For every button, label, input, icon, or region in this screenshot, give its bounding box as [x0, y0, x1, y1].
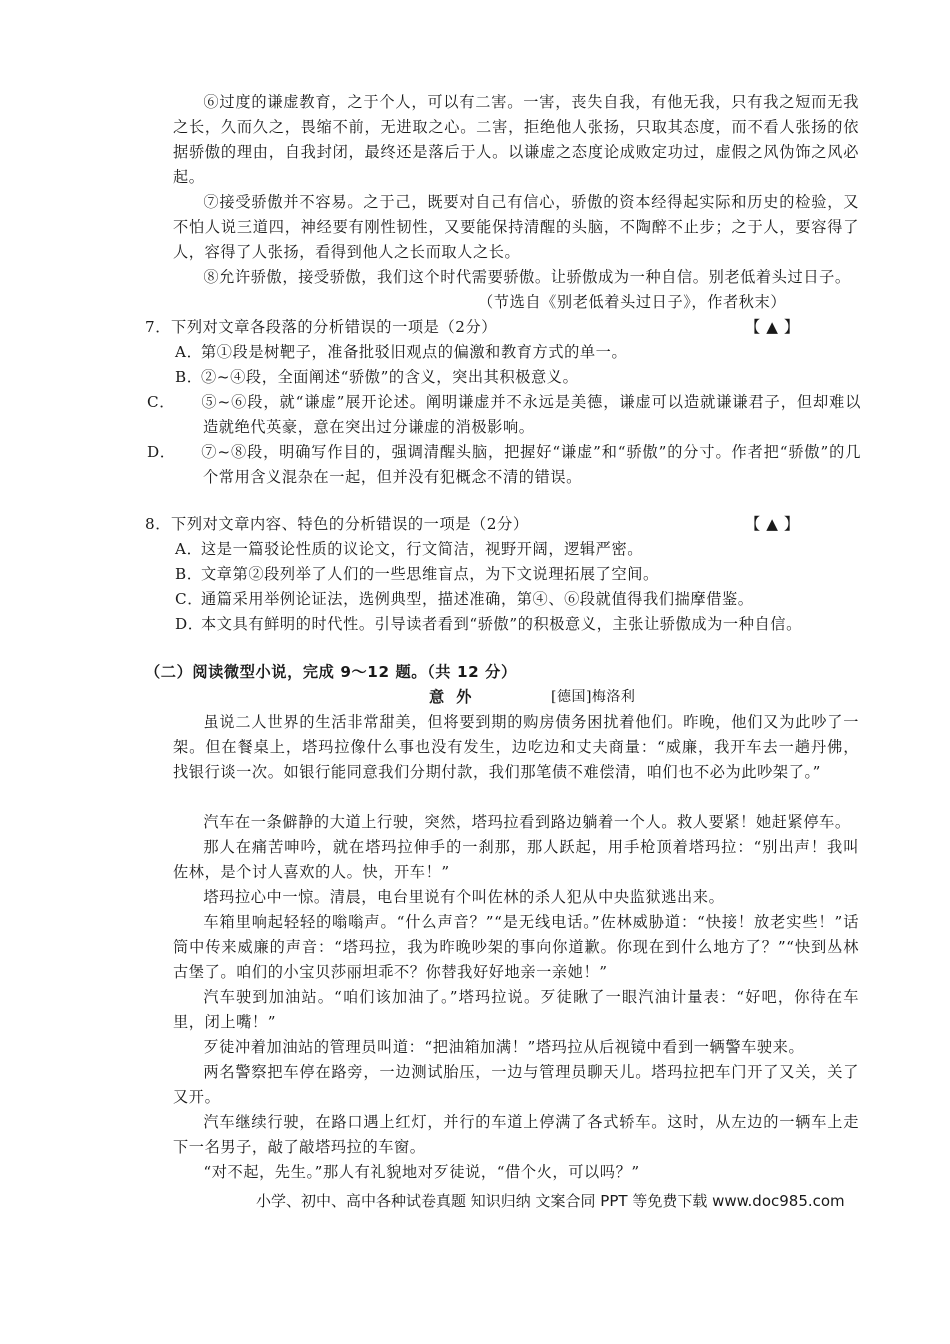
story-paragraph-3: 那人在痛苦呻吟，就在塔玛拉伸手的一刹那，那人跃起，用手枪顶着塔玛拉：“别出声！我叫佐林，是个讨人喜欢的人。快，开车！”: [173, 838, 859, 881]
footer-watermark-line: 小学、初中、高中各种试卷真题 知识归纳 文案合同 PPT 等免费下载 www.doc985.com: [256, 1192, 845, 1210]
question-8-option-d: D．本文具有鲜明的时代性。引导读者看到“骄傲”的积极意义，主张让骄傲成为一种自信。: [175, 615, 802, 633]
section-2-heading: （二）阅读微型小说，完成 9～12 题。（共 12 分）: [145, 663, 517, 681]
story-paragraph-5: 车箱里响起轻轻的嗡嗡声。“什么声音？”“是无线电话。”佐林威胁道：“快接！放老实些！”话筒中传来威廉的声音：“塔玛拉，我为昨晚吵架的事向你道歉。你现在到什么地方了？”“快到丛林古堡了。咱们的小宝贝莎丽坦乖不？你替我好好地亲一亲她！”: [173, 913, 859, 981]
question-7-option-c: C． ⑤~⑥段，就“谦虚”展开论述。阐明谦虚并不永远是美德，谦虚可以造就谦谦君子，但却难以造就绝代英豪，意在突出过分谦虚的消极影响。: [147, 393, 861, 436]
question-8-option-b: B．文章第②段列举了人们的一些思维盲点，为下文说理拓展了空间。: [175, 565, 659, 583]
question-8-option-c: C．通篇采用举例论证法，选例典型，描述准确，第④、⑥段就值得我们揣摩借鉴。: [175, 590, 754, 608]
story-paragraph-10: “对不起，先生。”那人有礼貌地对歹徒说，“借个火，可以吗？”: [203, 1163, 640, 1181]
question-7-option-d: D． ⑦~⑧段，明确写作目的，强调清醒头脑，把握好“谦虚”和“骄傲”的分寸。作者把“骄傲”的几个常用含义混杂在一起，但并没有犯概念不清的错误。: [147, 443, 861, 486]
article-paragraph-6: ⑥过度的谦虚教育，之于个人，可以有二害。一害，丧失自我，有他无我，只有我之短而无我之长，久而久之，畏缩不前，无进取之心。二害，拒绝他人张扬，只取其态度，而不看人张扬的依据骄傲的理由，自我封闭，最终还是落后于人。以谦虚之态度论成败定功过，虚假之风伪饰之风必起。: [173, 93, 859, 186]
story-title: 意外: [429, 688, 484, 706]
story-paragraph-4: 塔玛拉心中一惊。清晨，电台里说有个叫佐林的杀人犯从中央监狱逃出来。: [203, 888, 725, 906]
question-7-stem: [145, 315, 859, 340]
story-paragraph-1: 虽说二人世界的生活非常甜美，但将要到期的购房债务困扰着他们。昨晚，他们又为此吵了一架。但在餐桌上，塔玛拉像什么事也没有发生，边吃边和丈夫商量：“威廉，我开车去一趟丹佛，找银行谈一次。如银行能同意我们分期付款，我们那笔债不难偿清，咱们也不必为此吵架了。”: [173, 713, 859, 781]
question-8-text: 8．下列对文章内容、特色的分析错误的一项是（2分）: [145, 515, 529, 533]
question-7-option-a: A．第①段是树靶子，准备批驳旧观点的偏激和教育方式的单一。: [175, 343, 628, 361]
article-paragraph-7: ⑦接受骄傲并不容易。之于己，既要对自己有信心，骄傲的资本经得起实际和历史的检验，又不怕人说三道四，神经要有刚性韧性，又要能保持清醒的头脑，不陶醉不止步；之于人，要容得了人，容得了人张扬，看得到他人之长而取人之长。: [173, 193, 859, 261]
story-paragraph-9: 汽车继续行驶，在路口遇上红灯，并行的车道上停满了各式轿车。这时，从左边的一辆车上走下一名男子，敲了敲塔玛拉的车窗。: [173, 1113, 859, 1156]
question-8-stem: [145, 512, 859, 537]
story-paragraph-2: 汽车在一条僻静的大道上行驶，突然，塔玛拉看到路边躺着一个人。救人要紧！她赶紧停车。: [203, 813, 851, 831]
question-7-answer-mark: 【 ▲ 】: [745, 318, 800, 336]
story-paragraph-7: 歹徒冲着加油站的管理员叫道：“把油箱加满！”塔玛拉从后视镜中看到一辆警车驶来。: [203, 1038, 805, 1056]
story-author: [德国]梅洛利: [551, 689, 636, 705]
question-7-text: 7．下列对文章各段落的分析错误的一项是（2分）: [145, 318, 498, 336]
story-title-row: [145, 685, 859, 710]
story-paragraph-8: 两名警察把车停在路旁，一边测试胎压，一边与管理员聊天儿。塔玛拉把车门开了又关，关了又开。: [173, 1063, 859, 1106]
question-8-option-a: A．这是一篇驳论性质的议论文，行文简洁，视野开阔，逻辑严密。: [175, 540, 644, 558]
question-7-option-b: B．②~④段，全面阐述“骄傲”的含义，突出其积极意义。: [175, 368, 579, 386]
article-paragraph-8: ⑧允许骄傲，接受骄傲，我们这个时代需要骄傲。让骄傲成为一种自信。别老低着头过日子。: [203, 268, 851, 286]
story-paragraph-6: 汽车驶到加油站。“咱们该加油了。”塔玛拉说。歹徒瞅了一眼汽油计量表：“好吧，你待在车里，闭上嘴！”: [173, 988, 859, 1031]
article-source: （节选自《别老低着头过日子》，作者秋末）: [478, 293, 787, 311]
question-8-answer-mark: 【 ▲ 】: [745, 515, 800, 533]
